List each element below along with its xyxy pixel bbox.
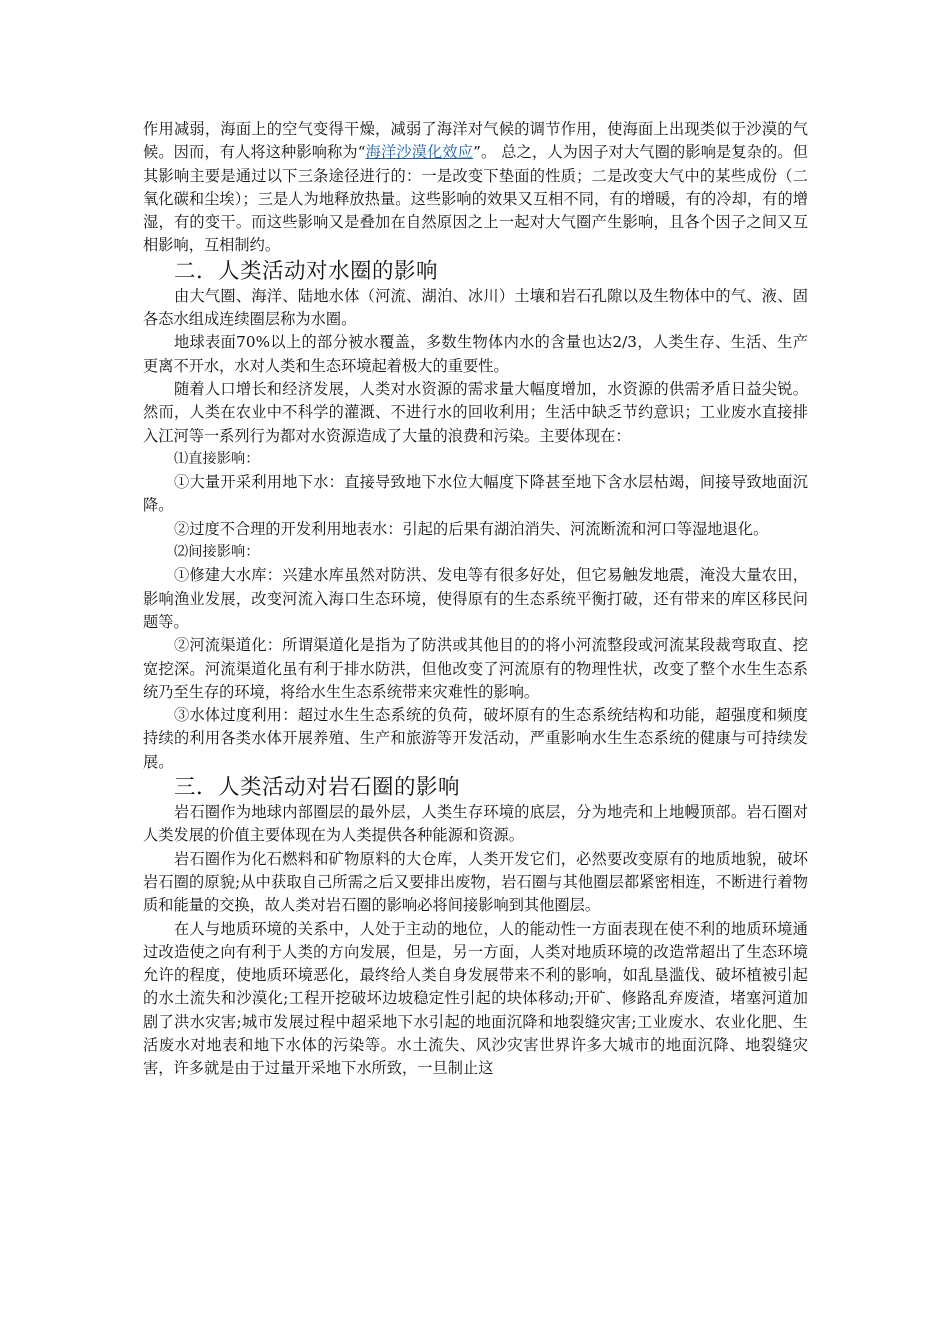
water-demand-paragraph: 随着人口增长和经济发展，人类对水资源的需求量大幅度增加，水资源的供需矛盾日益尖锐。然而，人类在农业中不科学的灌溉、不进行水的回收利用；生活中缺乏节约意识；工业废水直接排入江河等一系列行为都对水资源造成了大量的浪费和污染。主要体现在： (143, 379, 808, 445)
hydrosphere-definition-paragraph: 由大气圈、海洋、陆地水体（河流、湖泊、冰川）土壤和岩石孔隙以及生物体中的气、液、固各态水组成连续圈层称为水圈。 (143, 286, 808, 329)
direct-impact-item-1: ①大量开采利用地下水：直接导致地下水位大幅度下降甚至地下含水层枯竭，间接导致地面沉降。 (143, 473, 808, 515)
indirect-impact-item-2: ②河流渠道化：所谓渠道化是指为了防洪或其他目的的将小河流整段或河流某段裁弯取直、挖宽挖深。河流渠道化虽有利于排水防洪，但他改变了河流原有的物理性状，改变了整个水生生态系统乃至生存的环境，将给水生生态系统带来灾难性的影响。 (143, 636, 808, 701)
indirect-impact-item-1: ①修建大水库：兴建水库虽然对防洪、发电等有很多好处，但它易触发地震，淹没大量农田，影响渔业发展，改变河流入海口生态环境，使得原有的生态系统平衡打破，还有带来的库区移民问题等。 (143, 566, 808, 631)
section-heading-lithosphere: 三．人类活动对岩石圈的影响 (174, 775, 461, 801)
water-importance-paragraph: 地球表面70%以上的部分被水覆盖，多数生物体内水的含量也达2/3，人类生存、生活、生产更离不开水，水对人类和生态环境起着极大的重要性。 (143, 333, 808, 375)
geological-environment-paragraph: 在人与地质环境的关系中，人处于主动的地位，人的能动性一方面表现在使不利的地质环境通过改造使之向有利于人类的方向发展，但是，另一方面，人类对地质环境的改造常超出了生态环境允许的程度，使地质环境恶化，最终给人类自身发展带来不利的影响，如乱垦滥伐、破坏植被引起的水土流失和沙漠化;工程开挖破坏边坡稳定性引起的块体移动;开矿、修路乱弃废渣，堵塞河道加剧了洪水灾害;城市发展过程中超采地下水引起的地面沉降和地裂缝灾害;工业废水、农业化肥、生活废水对地表和地下水体的污染等。水土流失、风沙灾害世界许多大城市的地面沉降、地裂缝灾害，许多就是由于过量开采地下水所致，一旦制止这 (143, 919, 808, 1078)
lithosphere-resources-paragraph: 岩石圈作为化石燃料和矿物原料的大仓库，人类开发它们，必然要改变原有的地质地貌，破坏岩石圈的原貌;从中获取自己所需之后又要排出废物，岩石圈与其他圈层都紧密相连，不断进行着物质和能量的交换，故人类对岩石圈的影响必将间接影响到其他圈层。 (143, 849, 808, 915)
document-body (143, 118, 808, 1081)
ocean-desertification-link[interactable]: 海洋沙漠化效应 (365, 143, 474, 162)
section-heading-hydrosphere: 二．人类活动对水圈的影响 (174, 258, 439, 284)
intro-text-after-link: ”。 总之，人为因子对大气圈的影响是复杂的。但其影响主要是通过以下三条途径进行的：一是改变下垫面的性质；二是改变大气中的某些成份（二氧化碳和尘埃）；三是人为地释放热量。这些影响的效果又互相不同，有的增暖，有的冷却，有的增湿，有的变干。而这些影响又是叠加在自然原因之上一起对大气圈产生影响，且各个因子之间又互相影响，互相制约。 (143, 143, 808, 255)
lithosphere-definition-paragraph: 岩石圈作为地球内部圈层的最外层，人类生存环境的底层，分为地壳和上地幔顶部。岩石圈对人类发展的价值主要体现在为人类提供各种能源和资源。 (143, 803, 808, 845)
intro-paragraph (143, 118, 808, 258)
intro-text-before-link: 作用减弱，海面上的空气变得干燥，减弱了海洋对气候的调节作用，使海面上出现类似于沙漠的气候。因而，有人将这种影响称为“ (143, 120, 808, 162)
indirect-impact-label: ⑵间接影响： (174, 544, 260, 561)
direct-impact-label: ⑴直接影响： (174, 450, 260, 467)
indirect-impact-item-3: ③水体过度利用：超过水生生态系统的负荷，破坏原有的生态系统结构和功能，超强度和频度持续的利用各类水体开展养殖、生产和旅游等开发活动，严重影响水生生态系统的健康与可持续发展。 (143, 706, 808, 771)
direct-impact-item-2: ②过度不合理的开发利用地表水：引起的后果有湖泊消失、河流断流和河口等湿地退化。 (174, 519, 769, 538)
